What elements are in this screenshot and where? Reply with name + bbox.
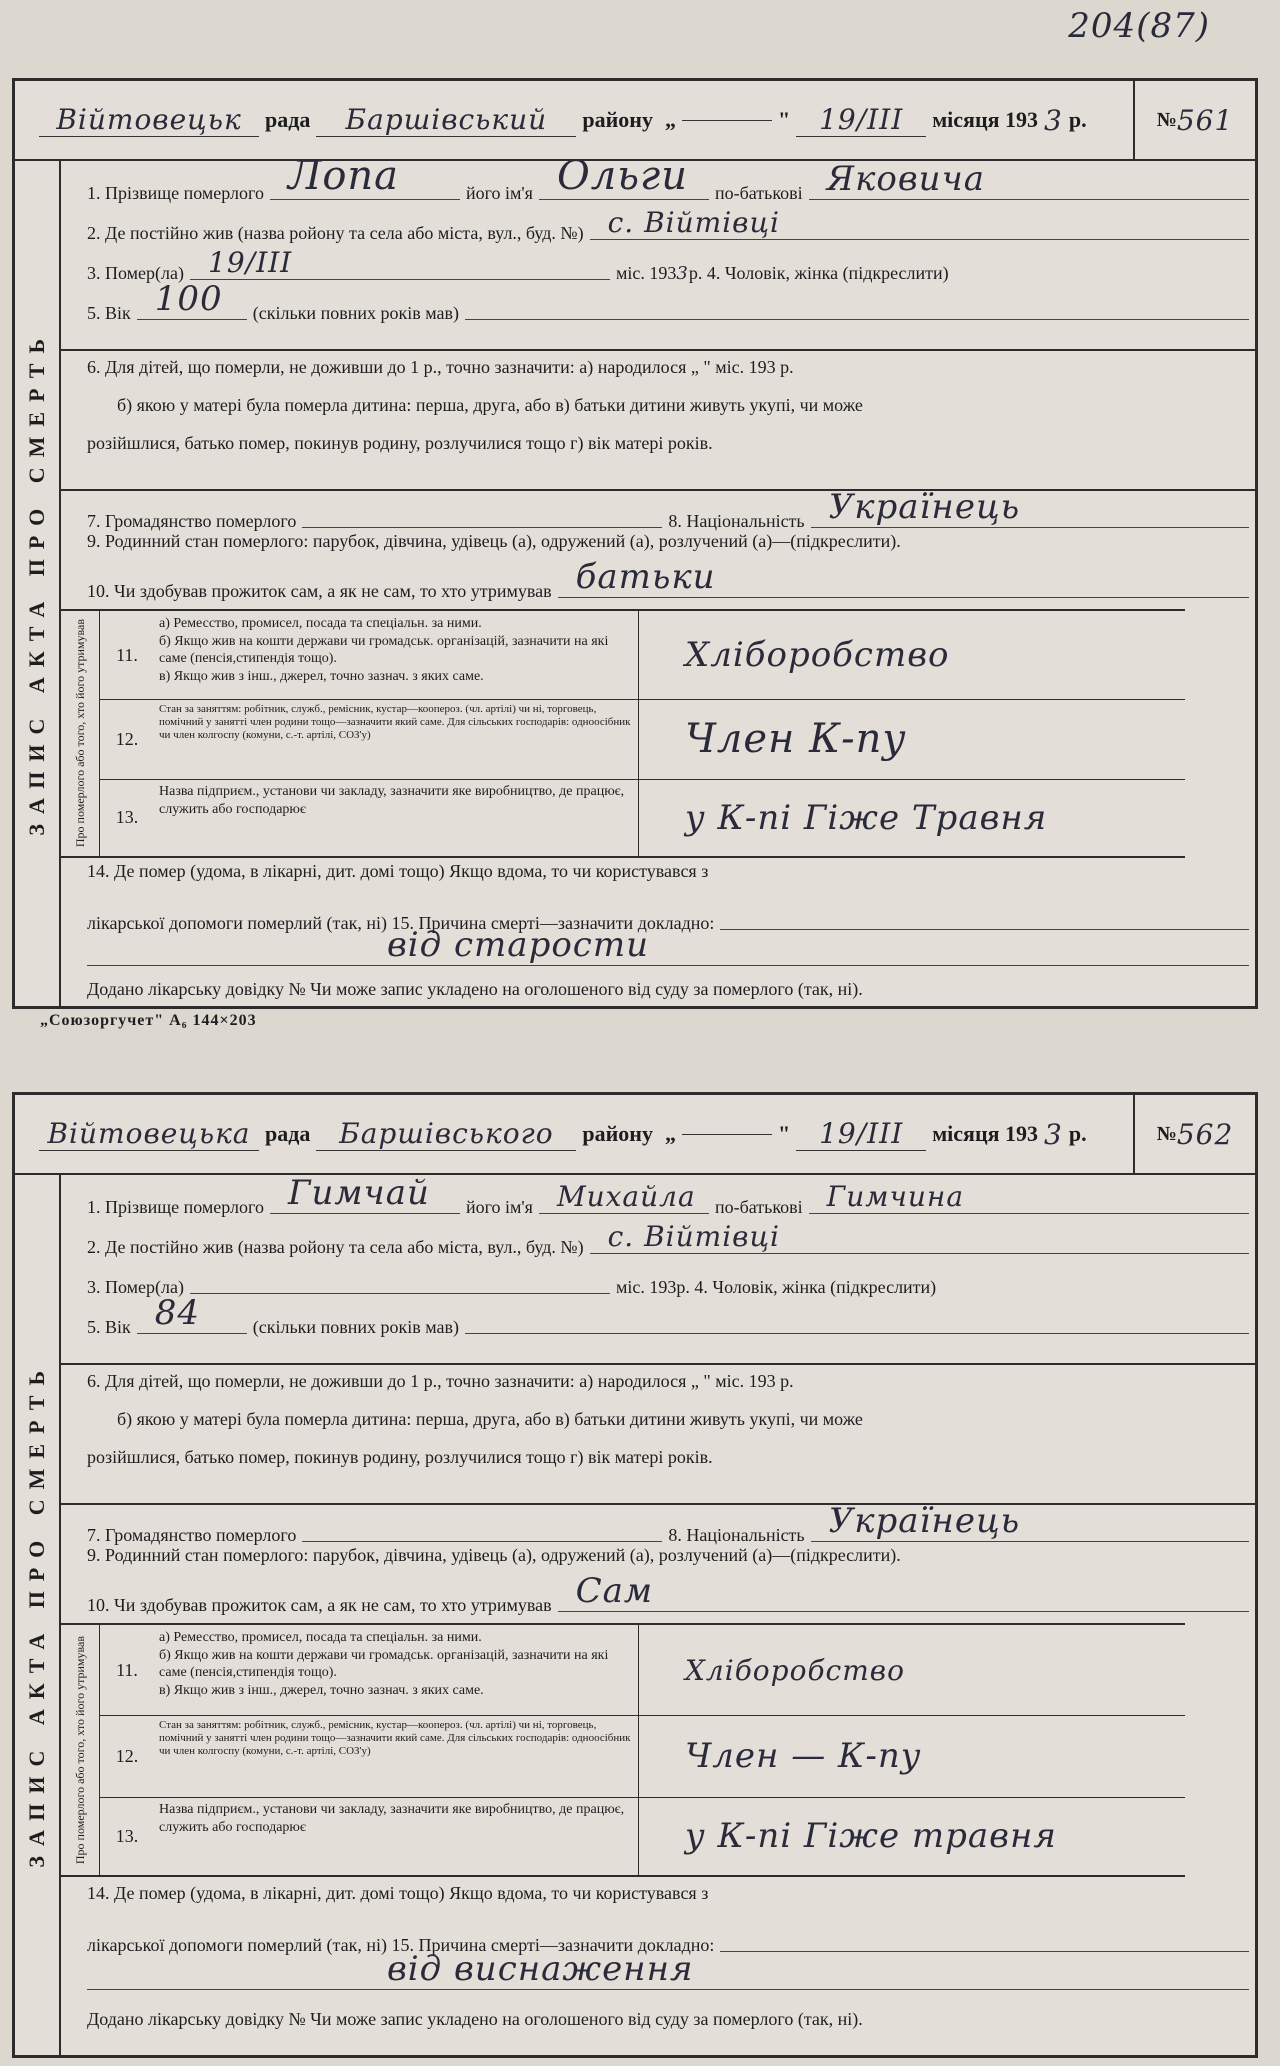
occupation-value: Хліборобство (685, 1653, 905, 1687)
row-children-c: розійшлися, батько помер, покинув родину, розлучилися тощо г) вік матері років. (87, 433, 713, 453)
occupation-grid: Про померлого або того, хто його утримував 11. а) Ремесство, промисел, посада та спеціальн. за ними. б) Якщо жив на кошти держави чи громадськ. організацій, зазначити на які саме (пенсія,стипендія тощо). в) Якщо жив з інш., джерел, точно зазнач. з яких саме. Хліборобство 12. Стан за заняттям: робітник, служб., ремісник, кустар—коопероз. (чл. артілі) чи ні, торговець, помічний у занятті член родини тощо—зазначити який саме. Для сільських господарів: одноосібник чи член колгоспу (комуни, с.-т. артілі, СОЗ'у) Член К-пу 13. Назва підприєм., установи чи закладу, зазначити яке виробництво, де працює, служить або господарює у К-пі Гіже Травня (61, 609, 1185, 858)
workplace-value: у К-пі Гіже травня (685, 1816, 1057, 1856)
row-support: 10. Чи здобував прожиток сам, а як не сам, то хто утримував батьки (61, 565, 1255, 602)
row-citizenship: 7. Громадянство померлого 8. Національність Українець (61, 1509, 1255, 1546)
support-value: Сам (575, 1571, 654, 1611)
record-number: 561 (1176, 103, 1234, 137)
cause-value: від виснаження (387, 1949, 694, 1989)
selsovet-field: Війтовецьк (39, 103, 259, 137)
record-number: 562 (1176, 1117, 1234, 1151)
side-title: ЗАПИС АКТА ПРО СМЕРТЬ (15, 159, 61, 1006)
support-value: батьки (575, 557, 716, 597)
row-surname: 1. Прізвище померлого Лопа його ім'я Ольги по-батькові Яковича (61, 167, 1255, 204)
surname-value: Лопа (287, 153, 400, 199)
row-cause (61, 1949, 1255, 1994)
cause-value: від старости (387, 925, 649, 965)
row-residence: 2. Де постійно жив (назва ройону та села або міста, вул., буд. №) с. Війтівці (61, 207, 1255, 244)
workplace-value: у К-пі Гіже Травня (685, 797, 1048, 838)
patronymic-value: Гимчина (826, 1180, 965, 1213)
age-value: 100 (154, 279, 223, 319)
death-record-form-2 (12, 1092, 1258, 2058)
grid-row-11: 11. а) Ремесство, промисел, посада та спеціальн. за ними. б) Якщо жив на кошти держави чи громадськ. організацій, зазначити на які саме (пенсія,стипендія тощо). в) Якщо жив з інш., джерел, точно зазнач. з яких саме. Хліборобство (99, 611, 1185, 700)
occupation-grid: Про померлого або того, хто його утримував 11. а) Ремесство, промисел, посада та спеціальн. за ними. б) Якщо жив на кошти держави чи громадськ. організацій, зазначити на які саме (пенсія,стипендія тощо). в) Якщо жив з інш., джерел, точно зазнач. з яких саме. Хліборобство 12. Стан за заняттям: робітник, служб., ремісник, кустар—коопероз. (чл. артілі) чи ні, торговець, помічний у занятті член родини тощо—зазначити який саме. Для сільських господарів: одноосібник чи член колгоспу (комуни, с.-т. артілі, СОЗ'у) Член — К-пу 13. Назва підприєм., установи чи закладу, зазначити яке виробництво, де працює, служить або господарює у К-пі Гіже травня (61, 1623, 1185, 1877)
row-citizenship: 7. Громадянство померлого 8. Національність Українець (61, 495, 1255, 532)
row-doctor-note: Додано лікарську довідку № Чи може запис укладено на оголошеного від суду за померлого (так, ні). (87, 2009, 863, 2029)
row-cause-label: лікарської допомоги померлий (так, ні) 15. Причина смерті—зазначити докладно: (61, 897, 1255, 934)
print-imprint: „Союзоргучет" А₆ 144×203 (40, 1012, 257, 1029)
record-number-box: № 561 (1133, 81, 1255, 159)
surname-value: Гимчай (287, 1173, 430, 1213)
row-children-b: б) якою у матері була померла дитина: перша, друга, або в) батьки дитини живуть укупі, чи може (117, 1409, 863, 1429)
side-title: ЗАПИС АКТА ПРО СМЕРТЬ (15, 1173, 61, 2055)
name-value: Михайла (556, 1180, 696, 1213)
death-date-value: 19/III (208, 246, 293, 279)
row-place-of-death: 14. Де помер (удома, в лікарні, дит. домі тощо) Якщо вдома, то чи користувався з (87, 1883, 709, 1903)
row-marital: 9. Родинний стан померлого: парубок, дівчина, удівець (а), одружений (а), розлучений (а)—(підкреслити). (87, 531, 901, 551)
row-place-of-death: 14. Де помер (удома, в лікарні, дит. домі тощо) Якщо вдома, то чи користувався з (87, 861, 709, 881)
row-doctor-note: Додано лікарську довідку № Чи може запис укладено на оголошеного від суду за померлого (так, ні). (87, 979, 863, 999)
district-field: Баршівський (316, 103, 576, 137)
row-age: 5. Вік 84 (скільки повних років мав) (61, 1301, 1255, 1338)
date-field: 19/III (796, 1117, 926, 1151)
death-record-form-1 (12, 78, 1258, 1009)
form-header: Війтовецька рада Баршівського району „ " 19/III місяця 193 3 р. № 562 (15, 1095, 1255, 1175)
row-cause-label: лікарської допомоги померлий (так, ні) 15. Причина смерті—зазначити докладно: (61, 1919, 1255, 1956)
grid-row-11: 11. а) Ремесство, промисел, посада та спеціальн. за ними. б) Якщо жив на кошти держави чи громадськ. організацій, зазначити на які саме (пенсія,стипендія тощо). в) Якщо жив з інш., джерел, точно зазнач. з яких саме. Хліборобство (99, 1625, 1185, 1716)
row-marital: 9. Родинний стан померлого: парубок, дівчина, удівець (а), одружений (а), розлучений (а)—(підкреслити). (87, 1545, 901, 1565)
occupation-value: Хліборобство (685, 635, 950, 675)
row-age: 5. Вік 100 (скільки повних років мав) (61, 287, 1255, 324)
row-children-b: б) якою у матері була померла дитина: перша, друга, або в) батьки дитини живуть укупі, чи може (117, 395, 863, 415)
form-body (61, 1173, 1255, 2055)
residence-value: с. Війтівці (607, 206, 780, 239)
row-children-a: 6. Для дітей, що померли, не доживши до 1 р., точно зазначити: а) народилося „ " міс. 193 р. (87, 1371, 794, 1391)
age-value: 84 (154, 1293, 201, 1333)
row-surname: 1. Прізвище померлого Гимчай його ім'я Михайла по-батькові Гимчина (61, 1181, 1255, 1218)
nationality-value: Українець (828, 1501, 1021, 1541)
date-field: 19/III (796, 103, 926, 137)
selsovet-field: Війтовецька (39, 1117, 259, 1151)
row-cause (61, 925, 1255, 970)
name-value: Ольги (556, 153, 688, 199)
row-died: 3. Помер(ла) міс. 193 р. 4. Чоловік, жінка (підкреслити) (61, 1261, 1255, 1298)
row-children-c: розійшлися, батько помер, покинув родину, розлучилися тощо г) вік матері років. (87, 1447, 713, 1467)
row-residence: 2. Де постійно жив (назва ройону та села або міста, вул., буд. №) с. Війтівці (61, 1221, 1255, 1258)
grid-row-13: 13. Назва підприєм., установи чи закладу, зазначити яке виробництво, де працює, служить або господарює у К-пі Гіже травня (99, 1797, 1185, 1875)
grid-row-12: 12. Стан за заняттям: робітник, служб., ремісник, кустар—коопероз. (чл. артілі) чи ні, торговець, помічний у занятті член родини тощо—зазначити який саме. Для сільських господарів: одноосібник чи член колгоспу (комуни, с.-т. артілі, СОЗ'у) Член — К-пу (99, 1715, 1185, 1798)
grid-row-12: 12. Стан за заняттям: робітник, служб., ремісник, кустар—коопероз. (чл. артілі) чи ні, торговець, помічний у занятті член родини тощо—зазначити який саме. Для сільських господарів: одноосібник чи член колгоспу (комуни, с.-т. артілі, СОЗ'у) Член К-пу (99, 699, 1185, 780)
patronymic-value: Яковича (826, 159, 985, 199)
row-children-a: 6. Для дітей, що померли, не доживши до 1 р., точно зазначити: а) народилося „ " міс. 193 р. (87, 357, 794, 377)
page-number: 204(87) (1068, 6, 1210, 46)
record-number-box: № 562 (1133, 1095, 1255, 1173)
form-body (61, 153, 1255, 1006)
status-value: Член — К-пу (685, 1736, 922, 1776)
grid-row-13: 13. Назва підприєм., установи чи закладу, зазначити яке виробництво, де працює, служить або господарює у К-пі Гіже Травня (99, 779, 1185, 856)
residence-value: с. Війтівці (607, 1220, 780, 1253)
status-value: Член К-пу (685, 716, 907, 762)
row-support: 10. Чи здобував прожиток сам, а як не сам, то хто утримував Сам (61, 1579, 1255, 1616)
nationality-value: Українець (828, 487, 1021, 527)
form-header: Війтовецьк рада Баршівський району „ " 19/III місяця 193 3 р. № 561 (15, 81, 1255, 161)
row-died: 3. Помер(ла) 19/III міс. 193 3 р. 4. Чоловік, жінка (підкреслити) (87, 246, 949, 284)
district-field: Баршівського (316, 1117, 576, 1151)
